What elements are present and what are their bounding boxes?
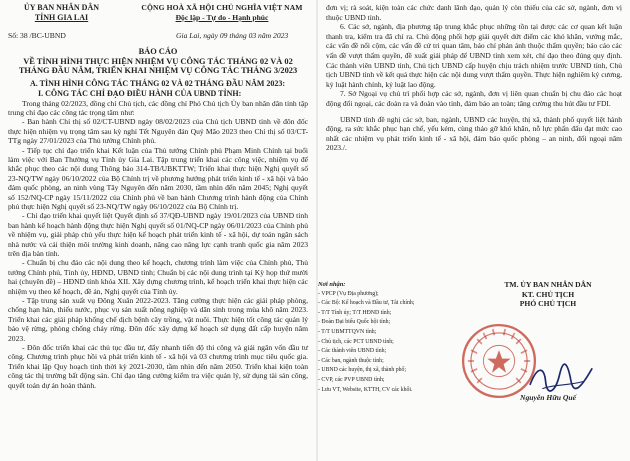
recipient: - Các Bộ: Kế hoạch và Đầu tư, Tài chính; [318,300,415,307]
national-heading [126,3,316,22]
org-line-2: TỈNH GIA LAI [34,12,89,22]
recipient: - Chủ tịch, các PCT UBND tỉnh; [318,338,394,345]
recipient: - Các ban, ngành thuộc tỉnh; [318,357,384,364]
document-date: Gia Lai, ngày 09 tháng 03 năm 2023 [176,31,289,40]
paragraph: Trong tháng 02/2023, đồng chí Chủ tịch, các đồng chí Phó Chủ tịch Ủy ban nhân dân tỉnh tập trung chỉ đạo các công tác trọng tâm như: [8,98,308,117]
paragraph: đơn vị; rà soát, kiện toàn các chức danh lãnh đạo, quản lý còn thiếu của các sở, ngành, đơn vị thuộc UBND tỉnh. [326,3,622,22]
signature-line-3: PHÓ CHỦ TỊCH [519,299,577,308]
national-motto: Độc lập - Tự do - Hạnh phúc [175,12,269,22]
handwritten-signature-icon [526,360,596,396]
paragraph: - Tiếp tục chỉ đạo triển khai Kết luận của Thủ tướng Chính phủ Phạm Minh Chính tại buổi làm việc với Ban Thường vụ Tỉnh ủy Gia Lai. Tập trung triển khai các công việc, nhiệm vụ để khắc phục theo các nội dung Thông báo 314-TB/UBKTTW; Triển khai thực hiện Nghị quyết số 23-NQ/TW ngày 06/10/2022 của Bộ Chính trị về phương hướng phát triển kinh tế - xã hội và bảo đảm quốc phòng, an ninh vùng Tây Nguyên đến năm 2030, tầm nhìn đến năm 2045; Nghị quyết số 152/NQ-CP ngày 15/11/2022 của Chính phủ về ban hành Chương trình hành động của Chính phủ thực hiện Nghị quyết số 23-NQ/TW ngày 06/10/2022 của Bộ Chính trị. [8,145,308,211]
nation-name: CỘNG HOÀ XÃ HỘI CHỦ NGHĨA VIỆT NAM [141,3,303,12]
recipient: - UBND các huyện, thị xã, thành phố; [318,367,407,374]
document-number: Số: 38 /BC-UBND [8,31,66,40]
org-line-1: ỦY BAN NHÂN DÂN [23,3,100,12]
page-2 [318,0,630,461]
recipient: - T/T UBMTTQVN tỉnh; [318,328,377,335]
section-a-heading: A. TÌNH HÌNH CÔNG TÁC THÁNG 02 VÀ 02 THÁNG ĐẦU NĂM 2023: [30,78,286,88]
signer-name: Nguyễn Hữu Quế [519,392,577,402]
recipient: - Đoàn Đại biểu Quốc hội tỉnh; [318,319,391,326]
paragraph: 6. Các sở, ngành, địa phương tập trung khắc phục những tồn tại được các cơ quan kết luận thanh tra, kiểm tra đã chỉ ra. Chủ động phối hợp giải quyết dứt điểm các khó khăn, vướng mắc, các vấn đề nổi cộm, các vấn đề cử tri quan tâm, báo chí phản ánh thuộc thẩm quyền; báo cáo các vấn đề vượt thẩm quyền, đề xuất giải pháp để UBND tỉnh xem xét, chỉ đạo theo đúng quy định. Các thành viên UBND tỉnh, Chủ tịch UBND cấp huyện chịu trách nhiệm trước UBND tỉnh, Chủ tịch UBND tỉnh về kết quả thực hiện các nội dung vượt thẩm quyền. Thực hiện nghiêm kỷ cương, kỷ luật hành chính, kỷ luật lao động. [326,22,622,89]
paragraph: - Đôn đốc triển khai các thủ tục đầu tư, đẩy nhanh tiến độ thi công và giải ngân vốn đầu tư công. Chương trình phục hồi và phát triển kinh tế - xã hội và 03 chương trình mục tiêu quốc gia. Triển khai lập Quy hoạch tỉnh thời kỳ 2021-2030, tầm nhìn đến năm 2050. Triển khai kiện toàn công tác thị trường bất động sản. Chỉ đạo tăng cường kiểm tra việc quản lý, sử dụng tài sản công, quyết toán dự án hoàn thành. [8,343,308,390]
signature-line-2: KT. CHỦ TỊCH [521,289,575,299]
body-text [8,99,308,391]
title-line-1: VỀ TÌNH HÌNH THỰC HIỆN NHIỆM VỤ CÔNG TÁC THÁNG 02 VÀ 02 [23,56,293,66]
document-title [8,47,308,76]
recipient: - CVP, các PVP UBND tỉnh; [318,376,385,383]
document-header [8,3,308,43]
signature-line-1: TM. ỦY BAN NHÂN DÂN [504,280,592,289]
paragraph: - Chuẩn bị chu đáo các nội dung theo kế hoạch, chương trình làm việc của Chính phủ, Thủ tướng Chính phủ, Tỉnh ủy, HĐND, UBND tỉnh; Chuẩn bị các nội dung trình tại Kỳ họp thứ mười hai (chuyên đề) – HĐND tỉnh khóa XII. Xây dựng chương trình, kế hoạch triển khai thực hiện các nhiệm vụ theo kế hoạch, đề án, Nghị quyết của Tỉnh ủy. [8,258,308,296]
section-i-heading: I. CÔNG TÁC CHỈ ĐẠO ĐIỀU HÀNH CỦA UBND TỈNH: [38,88,242,98]
recipient: - Lưu VT, Website, KTTH, CV các khối. [318,386,413,393]
paragraph: - Ban hành Chỉ thị số 02/CT-UBND ngày 08/02/2023 của Chủ tịch UBND tỉnh về đôn đốc thực hiện nhiệm vụ trọng tâm sau kỳ nghỉ Tết Nguyên đán Quý Mão 2023 theo Chỉ thị số 03/CT-TTg ngày 27/01/2023 của Thủ tướng Chính phủ. [8,117,308,146]
issuing-authority [14,3,109,22]
title-line-2: THÁNG ĐẦU NĂM, TRIỂN KHAI NHIỆM VỤ CÔNG TÁC THÁNG 3/2023 [18,66,298,75]
document-type: BÁO CÁO [138,47,178,56]
paragraph: UBND tỉnh đề nghị các sở, ban, ngành, UBND các huyện, thị xã, thành phố quyết liệt hành động, ra sức khắc phục hạn chế, yếu kém, cùng thảo gỡ khó khăn, nỗ lực phấn đấu đạt mức cao nhất các nhiệm vụ phát triển kinh tế - xã hội, đảm bảo quốc phòng – an ninh, đối ngoại năm 2023./. [326,114,622,153]
recipients-list [318,280,458,395]
recipients-label: Nơi nhận: [318,281,346,288]
recipient: - Các thành viên UBND tỉnh; [318,348,387,355]
recipient: - T/T Tỉnh ủy; T/T HĐND tỉnh; [318,309,392,316]
recipient: - VPCP (Vụ Địa phương); [318,290,379,297]
paragraph: - Chỉ đạo triển khai quyết liệt Quyết định số 37/QĐ-UBND ngày 19/01/2023 của UBND tỉnh ban hành kế hoạch hành động thực hiện Nghị quyết số 01/NQ-CP ngày 06/01/2023 của Chính phủ về nhiệm vụ, giải pháp chủ yếu thực hiện kế hoạch phát triển kinh tế - xã hội, dự toán ngân sách nhà nước và cải thiện môi trường kinh doanh, nâng cao năng lực cạnh tranh quốc gia năm 2023 trên địa bàn tỉnh. [8,211,308,258]
body-text [326,3,622,153]
paragraph: 7. Sở Ngoại vụ chủ trì phối hợp các sở, ngành, đơn vị liên quan chuẩn bị chu đáo các hoạt động đối ngoại, các đoàn ra và đoàn vào tỉnh, đảm bảo an toàn; tăng cường thu hút đầu tư FDI. [326,89,622,108]
paragraph: - Tập trung sản xuất vụ Đông Xuân 2022-2023. Tăng cường thực hiện các giải pháp phòng, chống hạn hán, thiếu nước, phục vụ sản xuất nông nghiệp và dân sinh trong mùa khô năm 2023. Triển khai các giải pháp khống chế dịch bệnh cây trồng, vật nuôi. Thực hiện tốt công tác quản lý bảo vệ rừng, phòng chống cháy rừng. Đôn đốc xây dựng kế hoạch sử dụng đất cấp huyện năm 2023. [8,296,308,343]
